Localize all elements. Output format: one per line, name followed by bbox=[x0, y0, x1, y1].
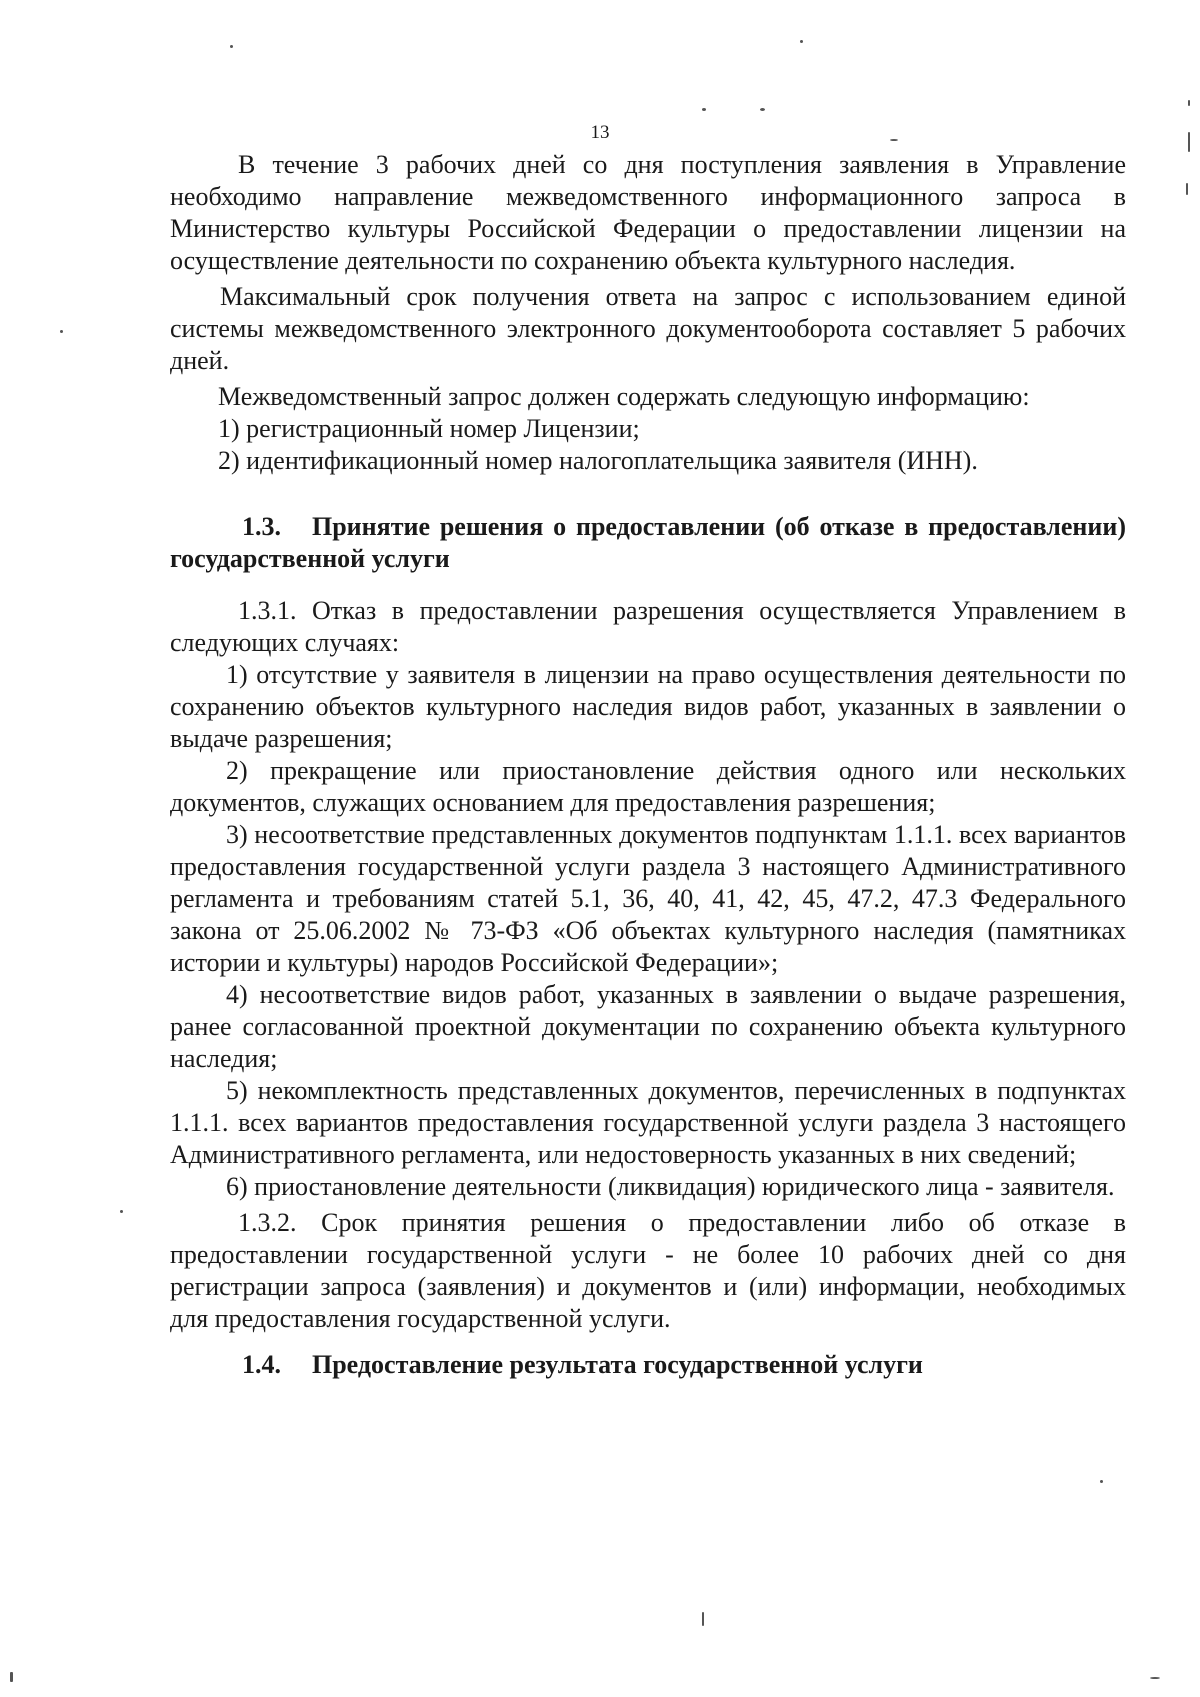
paragraph-request-contents: Межведомственный запрос должен содержать следующую информацию: bbox=[218, 382, 1030, 411]
scan-speck bbox=[800, 40, 803, 43]
scan-speck bbox=[1100, 1480, 1103, 1483]
list-item-license-number: 1) регистрационный номер Лицензии; bbox=[218, 414, 640, 443]
section-heading-1-3 bbox=[170, 511, 1126, 575]
section-number-1-4: 1.4. bbox=[242, 1350, 281, 1379]
scan-speck bbox=[10, 1672, 13, 1682]
refusal-reason-1: 1) отсутствие у заявителя в лицензии на право осуществления деятельности по сохранению объектов культурного наследия видов работ, указанных в заявлении о выдаче разрешения; bbox=[170, 660, 1126, 753]
refusal-reason-2: 2) прекращение или приостановление действия одного или нескольких документов, служащих основанием для предоставления разрешения; bbox=[170, 756, 1126, 817]
refusal-reason-3: 3) несоответствие представленных документов подпунктам 1.1.1. всех вариантов предоставления государственной услуги раздела 3 настоящего Административного регламента и требованиям статей 5.1, 36, 40, 41, 42, 45, 47.2, 47.3 Федерального закона от 25.06.2002 № 73-ФЗ «Об объектах культурного наследия (памятниках истории и культуры) народов Российской Федерации»; bbox=[170, 820, 1126, 977]
paragraph-1-3-1: 1.3.1. Отказ в предоставлении разрешения осуществляется Управлением в следующих случаях: bbox=[170, 596, 1126, 657]
refusal-reason-4: 4) несоответствие видов работ, указанных в заявлении о выдаче разрешения, ранее согласованной проектной документации по сохранению объекта культурного наследия; bbox=[170, 980, 1126, 1073]
refusal-reason-5: 5) некомплектность представленных документов, перечисленных в подпунктах 1.1.1. всех вариантов предоставления государственной услуги раздела 3 настоящего Административного регламента, или недостоверность указанных в них сведений; bbox=[170, 1076, 1126, 1169]
scan-speck bbox=[60, 330, 63, 333]
paragraph-1-3-2: 1.3.2. Срок принятия решения о предоставлении либо об отказе в предоставлении государственной услуги - не более 10 рабочих дней со дня регистрации запроса (заявления) и документов и (или) информации, необходимых для предоставления государственной услуги. bbox=[170, 1208, 1126, 1333]
document-body bbox=[170, 149, 1126, 1381]
section-number-1-3: 1.3. bbox=[242, 512, 281, 541]
list-item-inn: 2) идентификационный номер налогоплательщика заявителя (ИНН). bbox=[218, 446, 978, 475]
scan-speck bbox=[1188, 132, 1190, 152]
paragraph-response-deadline: Максимальный срок получения ответа на запрос с использованием единой системы межведомственного электронного документооборота составляет 5 рабочих дней. bbox=[170, 282, 1126, 375]
scan-speck bbox=[1150, 1677, 1160, 1679]
section-heading-1-4 bbox=[170, 1349, 1126, 1381]
scan-speck bbox=[230, 45, 233, 48]
paragraph-interagency-request: В течение 3 рабочих дней со дня поступления заявления в Управление необходимо направление межведомственного информационного запроса в Министерство культуры Российской Федерации о предоставлении лицензии на осуществление деятельности по сохранению объекта культурного наследия. bbox=[170, 150, 1126, 275]
scan-speck bbox=[120, 1210, 123, 1213]
scan-speck bbox=[760, 108, 765, 111]
scan-speck bbox=[890, 139, 898, 141]
section-title-1-3: Принятие решения о предоставлении (об отказе в предоставлении) государственной услуги bbox=[170, 512, 1126, 573]
scan-speck bbox=[1188, 100, 1190, 106]
refusal-reason-6: 6) приостановление деятельности (ликвидация) юридического лица - заявителя. bbox=[226, 1172, 1115, 1201]
section-title-1-4: Предоставление результата государственной услуги bbox=[312, 1350, 923, 1379]
scan-speck bbox=[1186, 183, 1188, 195]
scan-speck bbox=[702, 108, 706, 111]
page-number: 13 bbox=[590, 122, 610, 143]
scan-speck bbox=[702, 1612, 704, 1626]
